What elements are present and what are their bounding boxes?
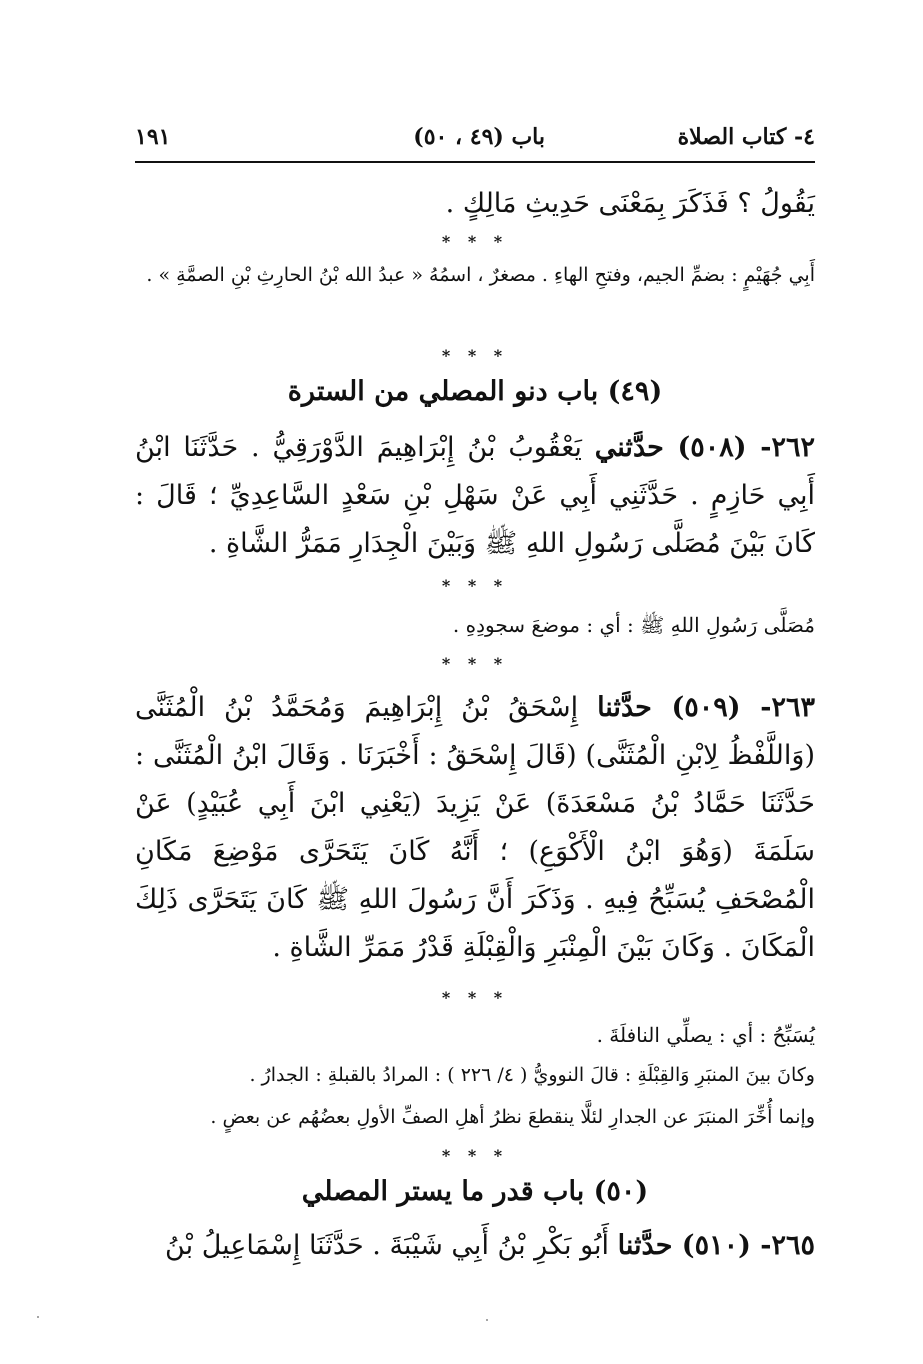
page-number: ١٩١ [135, 124, 171, 150]
hadith-text: إِسْحَقُ بْنُ إِبْرَاهِيمَ وَمُحَمَّدُ بْنُ الْمُثَنَّى (وَاللَّفْظُ لِابْنِ الْمُثَنَّى) (قَالَ إِسْحَقُ : أَخْبَرَنَا . وَقَالَ ابْنُ الْمُثَنَّى : حَدَّثَنَا حَمَّادُ بْنُ مَسْعَدَةَ) عَنْ يَزِيدَ (يَعْنِي ابْنَ أَبِي عُبَيْدٍ) عَنْ سَلَمَةَ (وَهُوَ ابْنُ الْأَكْوَعِ) ؛ أَنَّهُ كَانَ يَتَحَرَّى مَوْضِعَ مَكَانِ الْمُصْحَفِ يُسَبِّحُ فِيهِ . وَذَكَرَ أَنَّ رَسُولَ اللهِ ﷺ كَانَ يَتَحَرَّى ذَلِكَ الْمَكَانَ . وَكَانَ بَيْنَ الْمِنْبَرِ وَالْقِبْلَةِ قَدْرُ مَمَرِّ الشَّاةِ . [135, 692, 815, 963]
running-header [135, 118, 815, 158]
continuation-text: يَقُولُ ؟ فَذَكَرَ بِمَعْنَى حَدِيثِ مَالِكٍ . [445, 188, 815, 219]
chapter-title-50: (٥٠) باب قدر ما يستر المصلي [301, 1176, 649, 1207]
hadith-text: أَبُو بَكْرِ بْنُ أَبِي شَيْبَةَ . حَدَّثَنَا إِسْمَاعِيلُ بْنُ [165, 1230, 610, 1261]
scan-speck [486, 1319, 488, 1321]
footnote-yusabbih: يُسَبِّحُ : أي : يصلِّي النافلَةَ . [596, 1023, 815, 1047]
chapter-title-49: (٤٩) باب دنو المصلي من السترة [287, 376, 663, 407]
header-book-title: ٤- كتاب الصلاة [677, 124, 815, 150]
scan-speck [37, 1316, 39, 1318]
header-rule [135, 161, 815, 163]
hadith-text: يَعْقُوبُ بْنُ إِبْرَاهِيمَ الدَّوْرَقِيُّ . حَدَّثَنَا ابْنُ أَبِي حَازِمٍ . حَدَّثَنِي أَبِي عَنْ سَهْلِ بْنِ سَعْدٍ السَّاعِدِيِّ ؛ قَالَ : كَانَ بَيْنَ مُصَلَّى رَسُولِ اللهِ ﷺ وَبَيْنَ الْجِدَارِ مَمَرُّ الشَّاةِ . [135, 432, 815, 559]
hadith-number: ٢٦٣- (٥٠٩) حدَّثنا [597, 692, 815, 723]
separator-stars: * * * [441, 988, 509, 1007]
footnote-minbar: وكانَ بينَ المنبَرِ وَالقِبْلَةِ : قالَ النوويُّ ( ٤/ ٢٢٦ ) : المرادُ بالقبلةِ : الجدارُ . [249, 1064, 815, 1086]
separator-stars: * * * [441, 346, 509, 365]
separator-stars: * * * [441, 654, 509, 673]
separator-stars: * * * [441, 1146, 509, 1165]
header-chapter: باب (٤٩ ، ٥٠) [413, 124, 545, 150]
separator-stars: * * * [441, 232, 509, 251]
hadith-262 [135, 424, 815, 568]
hadith-number: ٢٦٢- (٥٠٨) حدَّثني [594, 432, 815, 463]
hadith-number: ٢٦٥- (٥١٠) حدَّثنا [617, 1230, 815, 1261]
hadith-265 [135, 1222, 815, 1270]
footnote-minbar-reason: وإنما أُخِّرَ المنبَرَ عن الجدارِ لئلَّا ينقطعَ نظرُ أهلِ الصفِّ الأولِ بعضُهُم عن بعضٍ . [210, 1106, 815, 1128]
footnote-musalla: مُصَلَّى رَسُولِ اللهِ ﷺ : أي : موضعَ سجودِهِ . [452, 613, 815, 637]
hadith-263 [135, 684, 815, 972]
separator-stars: * * * [441, 576, 509, 595]
footnote-abu-juhaym: أَبِي جُهَيْمٍ : بضمِّ الجيم، وفتحِ الهاءِ . مصغرٌ ، اسمُهُ « عبدُ الله بْنُ الحارِثِ بْنِ الصمَّةِ » . [146, 264, 815, 286]
